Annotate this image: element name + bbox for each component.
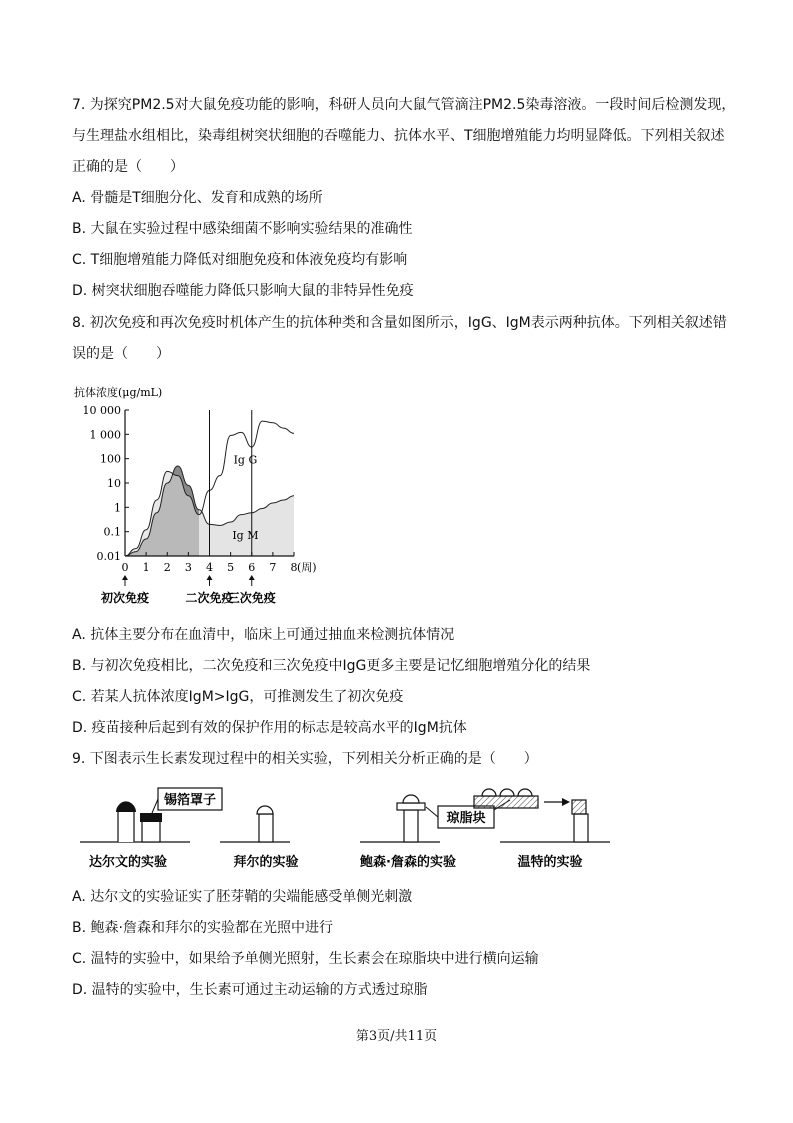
x-tick-label: 2	[163, 561, 171, 574]
x-tick-label: 8	[290, 561, 298, 574]
q8-option-a: A. 抗体主要分布在血清中，临床上可通过抽血来检测抗体情况	[72, 627, 455, 643]
boysen-jensen-label: 鲍森·詹森的实验	[360, 855, 456, 870]
went-label: 温特的实验	[517, 855, 583, 870]
q9-option-b: B. 鲍森·詹森和拜尔的实验都在光照中进行	[72, 920, 333, 936]
q7-stem-line-2: 与生理盐水组相比，染毒组树突状细胞的吞噬能力、抗体水平、T细胞增殖能力均明显降低。下列相关叙述	[72, 128, 725, 144]
q9-option-a: A. 达尔文的实验证实了胚芽鞘的尖端能感受单侧光刺激	[72, 889, 413, 905]
y-axis-label: 抗体浓度(μg/mL)	[74, 386, 163, 399]
page-footer: 第3页/共11页	[355, 1029, 438, 1044]
q9-stem: 9. 下图表示生长素发现过程中的相关实验，下列相关分析正确的是（ ）	[72, 751, 538, 767]
antibody-chart-svg	[70, 380, 330, 612]
paal-experiment	[220, 806, 299, 870]
event-arrowhead	[207, 575, 213, 580]
auxin-experiments-svg	[70, 780, 630, 876]
q8-stem-line-1: 8. 初次免疫和再次免疫时机体产生的抗体种类和含量如图所示，IgG、IgM表示两种抗体。下列相关叙述错	[72, 315, 727, 331]
went-experiment	[474, 789, 610, 870]
y-tick-label: 1	[114, 501, 121, 515]
y-tick-label: 1 000	[89, 428, 121, 442]
event-arrowhead	[122, 575, 128, 580]
y-tick-label: 0.1	[103, 525, 121, 539]
q8-stem-line-2: 误的是（ ）	[72, 346, 170, 362]
q9-option-c: C. 温特的实验中，如果给予单侧光照射，生长素会在琼脂块中进行横向运输	[72, 951, 539, 967]
igm-series-label: Ig M	[232, 528, 259, 542]
darwin-experiment	[80, 788, 222, 870]
antibody-chart	[70, 380, 330, 612]
y-tick-label: 100	[100, 452, 121, 466]
q8-option-b: B. 与初次免疫相比，二次免疫和三次免疫中IgG更多主要是记忆细胞增殖分化的结果	[72, 658, 591, 674]
y-tick-label: 0.01	[96, 550, 121, 563]
q7-option-d: D. 树突状细胞吞噬能力降低只影响大鼠的非特异性免疫	[72, 283, 414, 299]
x-tick-label: 4	[206, 561, 213, 574]
x-tick-label: 5	[227, 561, 235, 574]
q8-option-d: D. 疫苗接种后起到有效的保护作用的标志是较高水平的IgM抗体	[72, 720, 467, 736]
auxin-experiments-figure	[70, 780, 630, 876]
paal-label: 拜尔的实验	[233, 855, 299, 870]
event-label: 初次免疫	[100, 591, 150, 605]
q7-option-c: C. T细胞增殖能力降低对细胞免疫和体液免疫均有影响	[72, 252, 408, 268]
event-label: 三次免疫	[227, 591, 276, 605]
event-label: 二次免疫	[185, 591, 234, 605]
foil-callout-label: 锡箔罩子	[163, 793, 217, 808]
x-tick-label: 0	[121, 561, 129, 574]
q7-option-a: A. 骨髓是T细胞分化、发育和成熟的场所	[72, 190, 323, 206]
x-tick-label: 1	[142, 561, 150, 574]
q7-stem-line-1: 7. 为探究PM2.5对大鼠免疫功能的影响，科研人员向大鼠气管滴注PM2.5染毒溶液。一段时间后检测发现，	[72, 97, 736, 113]
y-tick-label: 10	[107, 477, 121, 490]
x-tick-label: 6	[248, 561, 256, 574]
x-tick-label: 7	[269, 561, 277, 574]
x-axis-unit: (周)	[297, 561, 317, 574]
q8-option-c: C. 若某人抗体浓度IgM>IgG，可推测发生了初次免疫	[72, 689, 404, 705]
y-tick-label: 10 000	[82, 404, 121, 417]
q9-option-d: D. 温特的实验中，生长素可通过主动运输的方式透过琼脂	[72, 982, 428, 998]
x-tick-label: 3	[184, 561, 192, 574]
q7-option-b: B. 大鼠在实验过程中感染细菌不影响实验结果的准确性	[72, 221, 413, 237]
q7-stem-line-3: 正确的是（ ）	[72, 159, 184, 175]
darwin-label: 达尔文的实验	[88, 855, 168, 870]
agar-callout-label: 琼脂块	[446, 811, 486, 826]
event-arrowhead	[249, 575, 255, 580]
igg-series-label: Ig G	[233, 453, 258, 467]
